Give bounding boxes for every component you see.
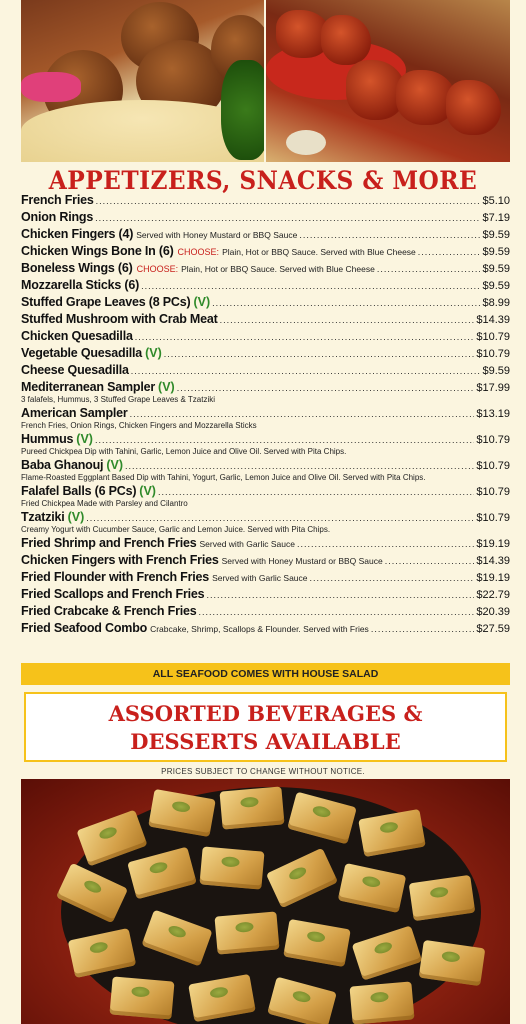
menu-item (21, 621, 510, 638)
menu-item (21, 329, 510, 346)
dot-leader (371, 624, 475, 634)
dot-leader (199, 607, 475, 617)
dot-leader (377, 264, 481, 274)
item-name: Onion Rings (21, 210, 94, 224)
item-name: Fried Shrimp and French Fries (21, 536, 197, 550)
item-price: $10.79 (476, 460, 510, 472)
menu-item (21, 312, 510, 329)
item-name: Chicken Fingers (4) (21, 227, 134, 241)
item-name: Fried Flounder with French Fries (21, 570, 210, 584)
menu-item (21, 278, 510, 295)
item-name: Mediterranean Sampler (21, 380, 156, 394)
dot-leader (141, 281, 480, 291)
item-price: $20.39 (476, 606, 510, 618)
item-description: Fried Chickpea Made with Parsley and Cilantro (21, 499, 188, 508)
menu-item (21, 244, 510, 261)
item-price: $9.59 (482, 229, 510, 241)
item-price: $10.79 (476, 331, 510, 343)
item-note: Served with Honey Mustard or BBQ Sauce (221, 556, 383, 566)
menu-item (21, 587, 510, 604)
item-price: $19.19 (476, 538, 510, 550)
item-price: $9.59 (482, 263, 510, 275)
chicken-wings-photo (266, 0, 510, 162)
item-name: Hummus (21, 432, 74, 446)
item-name: Chicken Wings Bone In (6) (21, 244, 174, 258)
menu-item (21, 432, 510, 458)
item-name: Tzatziki (21, 510, 65, 524)
menu-item (21, 510, 510, 536)
item-name: Fried Crabcake & French Fries (21, 604, 197, 618)
choose-label: CHOOSE: (177, 247, 220, 257)
menu-item (21, 484, 510, 510)
vegetarian-marker: (V) (67, 510, 85, 524)
dot-leader (299, 230, 480, 240)
item-note: Served with Garlic Sauce (199, 539, 295, 549)
item-note: Served with Garlic Sauce (212, 573, 308, 583)
appetizers-heading: APPETIZERS, SNACKS & MORE (48, 166, 478, 195)
item-name: Baba Ghanouj (21, 458, 104, 472)
menu-item (21, 261, 510, 278)
menu-items-list (21, 193, 510, 638)
menu-item (21, 193, 510, 210)
vegetarian-marker: (V) (106, 458, 124, 472)
item-price: $5.10 (482, 195, 510, 207)
item-name: Fried Seafood Combo (21, 621, 148, 635)
item-name: Falafel Balls (6 PCs) (21, 484, 137, 498)
dot-leader (131, 366, 481, 376)
item-price: $14.39 (476, 314, 510, 326)
item-price: $10.79 (476, 486, 510, 498)
dot-leader (220, 315, 475, 325)
vegetarian-marker: (V) (76, 432, 93, 446)
dot-leader (177, 383, 475, 393)
item-name: Chicken Quesadilla (21, 329, 133, 343)
dot-leader (95, 213, 480, 223)
dot-leader (385, 556, 475, 566)
item-note: Plain, Hot or BBQ Sauce. Served with Blue Cheese (222, 247, 416, 257)
item-price: $27.59 (476, 623, 510, 635)
item-name: American Sampler (21, 406, 128, 420)
item-price: $17.99 (476, 382, 510, 394)
item-price: $10.79 (476, 348, 510, 360)
item-description: French Fries, Onion Rings, Chicken Fingers and Mozzarella Sticks (21, 421, 257, 430)
beverages-heading-line1: ASSORTED BEVERAGES & (108, 701, 423, 726)
dot-leader (164, 349, 475, 359)
item-name: Stuffed Mushroom with Crab Meat (21, 312, 218, 326)
item-note: Served with Honey Mustard or BBQ Sauce (136, 230, 298, 240)
item-price: $13.19 (476, 408, 510, 420)
menu-item (21, 210, 510, 227)
dot-leader (212, 298, 480, 308)
item-name: Cheese Quesadilla (21, 363, 129, 377)
menu-item (21, 553, 510, 570)
menu-item (21, 380, 510, 406)
dot-leader (95, 435, 474, 445)
item-price: $8.99 (482, 297, 510, 309)
item-name: Fried Scallops and French Fries (21, 587, 205, 601)
item-price: $9.59 (482, 246, 510, 258)
dot-leader (297, 539, 474, 549)
item-name: Vegetable Quesadilla (21, 346, 143, 360)
item-name: Mozzarella Sticks (6) (21, 278, 140, 292)
beverages-desserts-box (24, 692, 507, 762)
item-price: $22.79 (476, 589, 510, 601)
item-description: Flame-Roasted Eggplant Based Dip with Tahini, Yogurt, Garlic, Lemon Juice and Olive Oil. Served with Pita Chips. (21, 473, 426, 482)
vegetarian-marker: (V) (145, 346, 162, 360)
menu-item (21, 406, 510, 432)
item-description: 3 falafels, Hummus, 3 Stuffed Grape Leaves & Tzatziki (21, 395, 216, 404)
item-price: $9.59 (482, 365, 510, 377)
item-price: $10.79 (476, 434, 510, 446)
item-name: Chicken Fingers with French Fries (21, 553, 219, 567)
dot-leader (158, 487, 474, 497)
menu-item (21, 227, 510, 244)
dot-leader (418, 247, 481, 257)
beverages-heading-line2: DESSERTS AVAILABLE (130, 729, 401, 754)
vegetarian-marker: (V) (139, 484, 156, 498)
item-description: Pureed Chickpea Dip with Tahini, Garlic, Lemon Juice and Olive Oil. Served with Pita Chips. (21, 447, 347, 456)
baklava-platter-photo (21, 779, 510, 1024)
item-name: Stuffed Grape Leaves (8 PCs) (21, 295, 191, 309)
item-note: Crabcake, Shrimp, Scallops & Flounder. Served with Fries (150, 624, 369, 634)
dot-leader (135, 332, 475, 342)
item-description: Creamy Yogurt with Cucumber Sauce, Garlic and Lemon Juice. Served with Pita Chips. (21, 525, 331, 534)
menu-item (21, 458, 510, 484)
dot-leader (86, 513, 474, 523)
menu-item (21, 346, 510, 363)
menu-item (21, 604, 510, 621)
item-note: Plain, Hot or BBQ Sauce. Served with Blue Cheese (181, 264, 375, 274)
dot-leader (130, 409, 475, 419)
menu-item (21, 363, 510, 380)
item-name: French Fries (21, 193, 94, 207)
choose-label: CHOOSE: (136, 264, 179, 274)
menu-item (21, 570, 510, 587)
vegetarian-marker: (V) (193, 295, 211, 309)
dot-leader (206, 590, 474, 600)
item-price: $10.79 (476, 512, 510, 524)
vegetarian-marker: (V) (158, 380, 175, 394)
menu-item (21, 295, 510, 312)
prices-disclaimer: PRICES SUBJECT TO CHANGE WITHOUT NOTICE. (161, 767, 365, 776)
item-price: $19.19 (476, 572, 510, 584)
menu-item (21, 536, 510, 553)
seafood-salad-banner: ALL SEAFOOD COMES WITH HOUSE SALAD (21, 663, 510, 685)
falafel-hummus-photo (21, 0, 264, 162)
dot-leader (310, 573, 475, 583)
item-name: Boneless Wings (6) (21, 261, 133, 275)
item-price: $9.59 (482, 280, 510, 292)
item-price: $14.39 (476, 555, 510, 567)
dot-leader (125, 461, 474, 471)
item-price: $7.19 (482, 212, 510, 224)
dot-leader (96, 196, 481, 206)
